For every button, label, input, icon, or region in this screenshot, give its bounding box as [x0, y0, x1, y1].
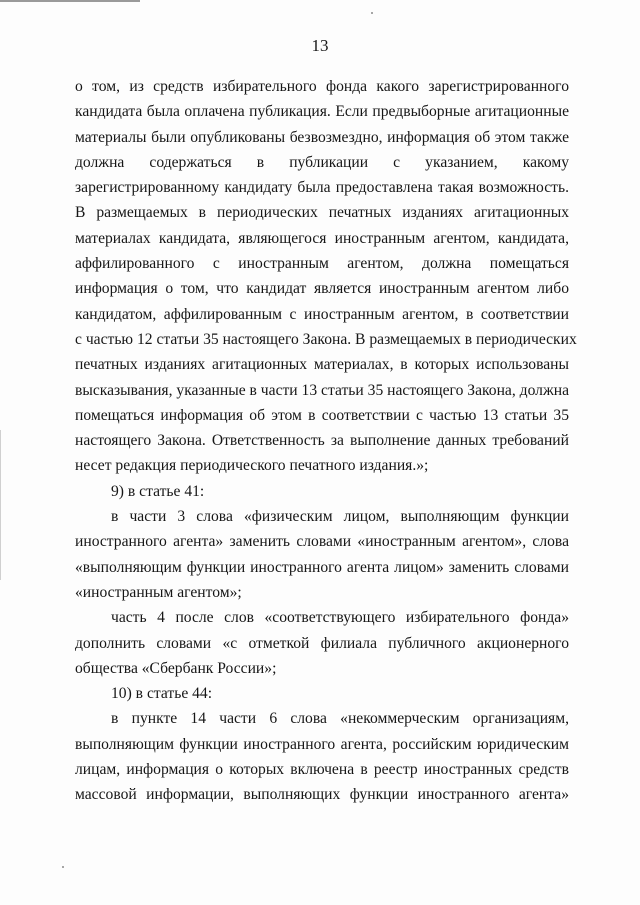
text-line: информация о том, что кандидат является иностранным агентом либо [75, 280, 569, 298]
text-line: кандидата была оплачена публикация. Если предвыборные агитационные [75, 103, 569, 121]
text-line: несет редакция периодического печатного издания.»; [75, 457, 429, 475]
text-line: В размещаемых в периодических печатных изданиях агитационных [75, 204, 569, 222]
text-line: зарегистрированному кандидату была предоставлена такая возможность. [75, 179, 569, 197]
text-line: аффилированного с иностранным агентом, должна помещаться [75, 255, 569, 273]
text-line: материалы были опубликованы безвозмездно, информация об этом также [75, 128, 569, 146]
page-number: 13 [311, 36, 329, 55]
text-line: в части 3 слова «физическим лицом, выполняющим функции [111, 508, 569, 526]
text-line: 9) в статье 41: [111, 482, 205, 500]
text-line: о том, из средств избирательного фонда какого зарегистрированного [75, 78, 569, 95]
text-line: с частью 12 статьи 35 настоящего Закона. В размещаемых в периодических [75, 330, 577, 348]
text-line: настоящего Закона. Ответственность за выполнение данных требований [75, 432, 569, 450]
scan-edge-top [0, 0, 140, 2]
text-line: массовой информации, выполняющих функции иностранного агента» [75, 786, 569, 804]
text-line: лицам, информация о которых включена в реестр иностранных средств [75, 761, 569, 779]
text-line: в пункте 14 части 6 слова «некоммерческим организациям, [111, 710, 569, 728]
text-line: кандидатом, аффилированным с иностранным агентом, в соответствии [75, 305, 569, 323]
text-line: 10) в статье 44: [111, 685, 213, 703]
text-line: печатных изданиях агитационных материалах, в которых использованы [75, 356, 569, 374]
text-line: дополнить словами «с отметкой филиала публичного акционерного [75, 634, 569, 652]
text-line: иностранного агента» заменить словами «иностранным агентом», слова [75, 533, 569, 551]
scan-speck [371, 12, 373, 14]
body-text [75, 74, 577, 808]
text-line: общества «Сбербанк России»; [75, 659, 277, 677]
text-line: часть 4 после слов «соответствующего избирательного фонда» [111, 609, 569, 627]
text-line: высказывания, указанные в части 13 статьи 35 настоящего Закона, должна [75, 381, 569, 399]
text-line: материалах кандидата, являющегося иностранным агентом, кандидата, [75, 229, 569, 247]
scan-edge-left [0, 430, 1, 580]
text-line: «иностранным агентом»; [75, 583, 242, 601]
text-line: помещаться информация об этом в соответствии с частью 13 статьи 35 [75, 406, 569, 424]
text-line: «выполняющим функции иностранного агента лицом» заменить словами [75, 558, 569, 576]
text-line: выполняющим функции иностранного агента, российским юридическим [75, 735, 569, 753]
text-line: должна содержаться в публикации с указанием, какому [75, 153, 569, 171]
scan-speck [62, 866, 64, 868]
